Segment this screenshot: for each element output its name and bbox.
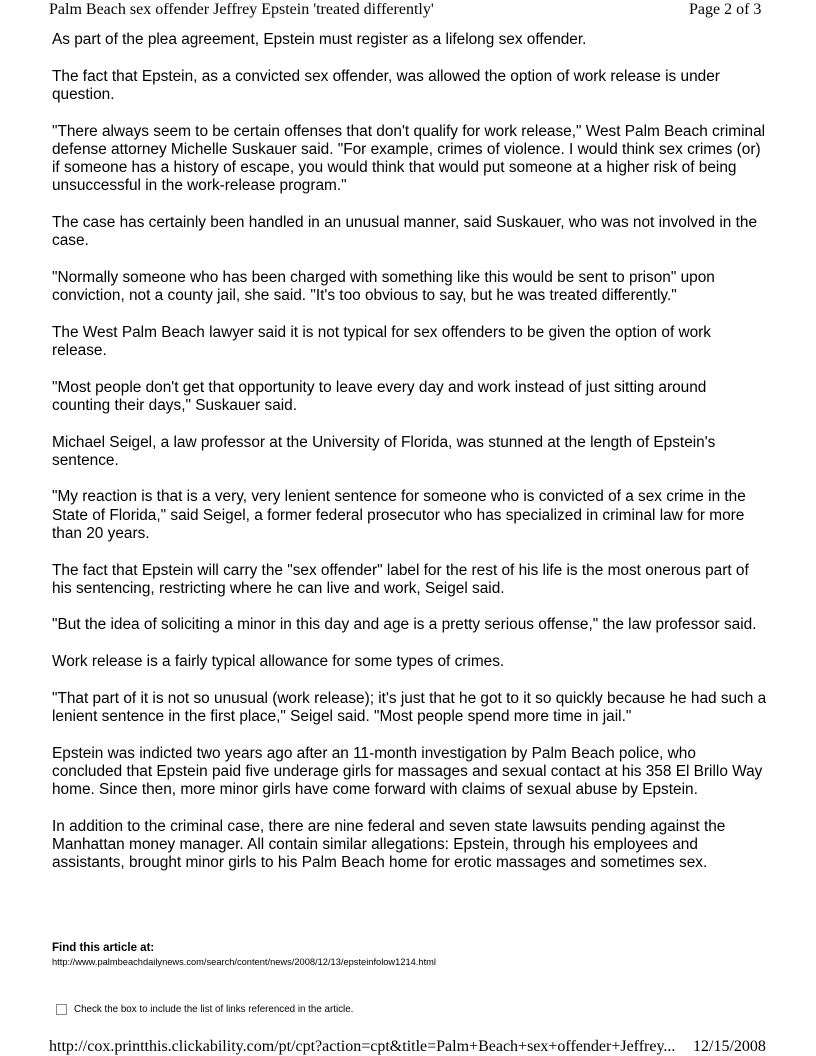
article-paragraph: "There always seem to be certain offenses that don't qualify for work release," West Palm Beach criminal defense attorney Michelle Suskauer said. "For example, crimes of violence. I would think sex crimes (or) if someone has a history of escape, you would think that would put someone at a higher risk of being unsuccessful in the work-release program.": [52, 122, 766, 195]
article-paragraph: The case has certainly been handled in an unusual manner, said Suskauer, who was not involved in the case.: [52, 213, 757, 250]
article-paragraph: "That part of it is not so unusual (work release); it's just that he got to it so quickly because he had such a lenient sentence in the first place," Seigel said. "Most people spend more time in jail.": [52, 689, 767, 726]
article-paragraph: As part of the plea agreement, Epstein must register as a lifelong sex offender.: [52, 31, 587, 48]
print-header-title: Palm Beach sex offender Jeffrey Epstein 'treated differently': [49, 1, 434, 18]
article-paragraph: Epstein was indicted two years ago after an 11-month investigation by Palm Beach police, who concluded that Epstein paid five underage girls for massages and sexual contact at his 358 El Brillo Way home. Since then, more minor girls have come forward with claims of sexual abuse by Epstein.: [52, 744, 763, 799]
article-paragraph: The fact that Epstein, as a convicted sex offender, was allowed the option of work release is under question.: [52, 67, 720, 103]
article-paragraph: In addition to the criminal case, there are nine federal and seven state lawsuits pending against the Manhattan money manager. All contain similar allegations: Epstein, through his employees and assistants, brought minor girls to his Palm Beach home for erotic massages and sometimes sex.: [52, 817, 726, 872]
article-paragraph: "Most people don't get that opportunity to leave every day and work instead of just sitting around counting their days," Suskauer said.: [52, 378, 707, 414]
print-footer-date: 12/15/2008: [693, 1038, 766, 1055]
article-paragraph: The fact that Epstein will carry the "sex offender" label for the rest of his life is the most onerous part of his sentencing, restricting where he can live and work, Seigel said.: [52, 561, 749, 597]
include-links-row: [56, 1004, 353, 1015]
include-links-checkbox[interactable]: [56, 1004, 67, 1015]
article-body: [52, 31, 767, 891]
article-paragraph: The West Palm Beach lawyer said it is not typical for sex offenders to be given the option of work release.: [52, 323, 711, 359]
article-paragraph: "But the idea of soliciting a minor in this day and age is a pretty serious offense," the law professor said.: [52, 616, 757, 634]
article-paragraph: Work release is a fairly typical allowance for some types of crimes.: [52, 653, 505, 671]
include-links-label: Check the box to include the list of links referenced in the article.: [74, 1004, 354, 1015]
article-paragraph: "My reaction is that is a very, very lenient sentence for someone who is convicted of a sex crime in the State of Florida," said Seigel, a former federal prosecutor who has specialized in criminal law for more than 20 years.: [52, 488, 746, 542]
find-article-label: Find this article at:: [52, 942, 155, 954]
print-header-page-number: Page 2 of 3: [689, 1, 762, 18]
find-article-url-link[interactable]: http://www.palmbeachdailynews.com/search/content/news/2008/12/13/epsteinfolow1214.html: [52, 957, 436, 967]
article-paragraph: Michael Seigel, a law professor at the University of Florida, was stunned at the length of Epstein's sentence.: [52, 433, 716, 469]
print-footer-url: http://cox.printthis.clickability.com/pt/cpt?action=cpt&title=Palm+Beach+sex+offender+Jeffrey...: [49, 1038, 676, 1055]
article-paragraph: "Normally someone who has been charged with something like this would be sent to prison" upon conviction, not a county jail, she said. "It's too obvious to say, but he was treated differently.": [52, 268, 715, 305]
